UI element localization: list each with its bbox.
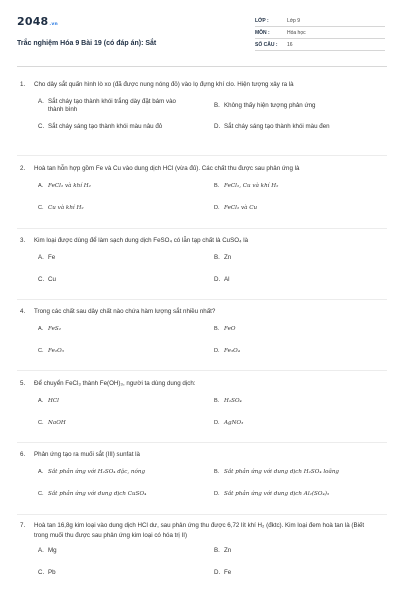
option-text: Không thấy hiện tượng phản ứng: [224, 101, 316, 109]
option-text: Sắt cháy tạo thành khói trắng dày đặt bám vào thành bình: [48, 97, 176, 113]
answer-options: [38, 397, 378, 431]
answer-option-c[interactable]: [38, 276, 198, 284]
answer-option-a[interactable]: [38, 468, 198, 476]
option-text: FeCl₂ và Cu: [224, 204, 258, 211]
meta-key: LỚP :: [255, 17, 269, 24]
question-number: 5.: [20, 380, 26, 387]
answer-option-c[interactable]: [38, 347, 198, 355]
option-text: Pb: [48, 569, 56, 576]
option-text: FeCl₂ và khí H₂: [48, 182, 91, 189]
option-text: Fe: [48, 253, 56, 261]
question-text: Để chuyển FeCl₃ thành Fe(OH)₃, người ta dùng dung dịch:: [34, 380, 196, 387]
question-number: 1.: [20, 81, 26, 88]
option-text: Al: [224, 275, 230, 283]
option-text: Sắt phản ứng với dung dịch Al₂(SO₄)₃: [224, 490, 330, 497]
question-stem: [20, 164, 378, 174]
meta-value: Lớp 9: [287, 17, 301, 24]
option-text: Cu: [48, 275, 56, 283]
answer-option-d[interactable]: [214, 204, 374, 212]
answer-option-a[interactable]: [38, 397, 198, 405]
question-divider: [17, 442, 387, 443]
option-letter: B.: [214, 253, 220, 261]
question-4: [20, 307, 378, 359]
meta-key: SỐ CÂU :: [255, 41, 278, 48]
question-text: Kim loại được dùng để làm sạch dung dịch FeSO₄ có lẫn tạp chất là CuSO₄ là: [34, 237, 249, 244]
option-text: NaOH: [48, 419, 66, 426]
answer-option-d[interactable]: [214, 347, 374, 355]
answer-option-a[interactable]: [38, 547, 198, 555]
question-text: Trong các chất sau dây chất nào chứa hàm lượng sắt nhiều nhất?: [34, 308, 216, 315]
meta-row-subject: [255, 27, 385, 39]
logo-suffix: .vn: [49, 22, 58, 27]
question-number: 6.: [20, 451, 26, 458]
option-text: Sắt phản ứng với dung dịch H₂SO₄ loãng: [224, 468, 340, 475]
option-letter: B.: [214, 182, 220, 189]
answer-options: [38, 325, 378, 359]
answer-option-a[interactable]: [38, 254, 198, 262]
option-text: Cu và khí H₂: [48, 204, 84, 211]
option-letter: D.: [214, 490, 220, 497]
question-number: 7.: [20, 522, 26, 529]
logo-text: 2048: [17, 15, 49, 28]
option-text: Fe: [224, 569, 232, 576]
option-letter: B.: [214, 101, 220, 109]
question-divider: [17, 514, 387, 515]
meta-row-count: [255, 39, 385, 51]
answer-options: [38, 468, 378, 502]
question-stem: [20, 80, 378, 90]
question-stem: [20, 379, 378, 389]
question-stem: [20, 236, 378, 246]
question-text: Hoà tan hỗn hợp gồm Fe và Cu vào dung dịch HCl (vừa đủ). Các chất thu được sau phản ứng là: [34, 165, 300, 172]
option-letter: D.: [214, 275, 221, 283]
question-number: 4.: [20, 308, 26, 315]
option-letter: C.: [38, 275, 45, 283]
question-divider: [17, 228, 387, 229]
answer-options: [38, 254, 378, 288]
question-text: Phản ứng tạo ra muối sắt (III) sunfat là: [34, 451, 140, 458]
meta-value: Hóa học: [287, 29, 306, 36]
option-text: Fe₂O₃: [48, 347, 64, 354]
answer-options: [38, 98, 378, 136]
answer-option-b[interactable]: [214, 254, 374, 262]
question-stem: [20, 521, 378, 540]
option-letter: D.: [214, 419, 220, 426]
answer-option-c[interactable]: [38, 490, 198, 498]
option-letter: A.: [38, 182, 44, 189]
option-text: FeO: [224, 325, 236, 332]
option-text: FeS₂: [48, 325, 61, 332]
option-letter: C.: [38, 490, 44, 497]
question-5: [20, 379, 378, 431]
answer-option-d[interactable]: [214, 569, 374, 577]
question-number: 2.: [20, 165, 26, 172]
meta-value: 16: [287, 41, 293, 48]
answer-option-b[interactable]: [214, 468, 384, 476]
option-letter: A.: [38, 468, 44, 475]
answer-option-d[interactable]: [214, 123, 374, 131]
question-number: 3.: [20, 237, 26, 244]
answer-option-c[interactable]: [38, 123, 198, 131]
option-letter: B.: [214, 547, 220, 554]
question-2: [20, 164, 378, 216]
option-text: AgNO₃: [224, 419, 244, 426]
option-letter: D.: [214, 122, 221, 130]
option-text: Sắt cháy sáng tạo thành khói màu nâu đỏ: [48, 122, 163, 130]
option-text: Sắt phản ứng với dung dịch CuSO₄: [48, 490, 147, 497]
option-letter: C.: [38, 569, 45, 576]
question-divider: [17, 299, 387, 300]
site-logo[interactable]: [17, 15, 58, 28]
option-text: Mg: [48, 547, 57, 554]
answer-option-b[interactable]: [214, 182, 374, 190]
answer-option-b[interactable]: [214, 547, 374, 555]
option-letter: D.: [214, 569, 221, 576]
meta-row-grade: [255, 15, 385, 27]
meta-table: [255, 15, 385, 51]
option-letter: C.: [38, 204, 44, 211]
option-text: H₂SO₄: [224, 397, 242, 404]
question-text: Cho dây sắt quấn hình lò xo (đã được nung nóng đỏ) vào lọ đựng khí clo. Hiện tượng xảy ra là: [34, 81, 294, 88]
question-1: [20, 80, 378, 136]
option-text: Zn: [224, 253, 232, 261]
option-text: HCl: [48, 397, 59, 404]
option-text: Sắt cháy sáng tạo thành khói màu đen: [224, 122, 330, 130]
option-letter: B.: [214, 397, 220, 404]
meta-key: MÔN :: [255, 29, 270, 36]
question-text: Hoà tan 16,8g kim loại vào dung dịch HCl dư, sau phản ứng thu được 6,72 lít khí H₂ (đktc). Kim loại đem hoà tan là (Biết trong muối thu được sau phản ứng kim loại có hóa trị II): [34, 522, 365, 539]
option-letter: B.: [214, 468, 220, 475]
question-stem: [20, 307, 378, 317]
option-text: Fe₃O₄: [224, 347, 240, 354]
option-letter: A.: [38, 97, 44, 105]
answer-option-b[interactable]: [214, 325, 374, 333]
answer-option-d[interactable]: [214, 490, 384, 498]
answer-option-b[interactable]: [214, 102, 374, 110]
option-letter: A.: [38, 397, 44, 404]
header-divider: [17, 66, 387, 67]
option-letter: D.: [214, 204, 220, 211]
question-7: [20, 521, 378, 581]
answer-options: [38, 182, 378, 216]
option-text: FeCl₂, Cu và khí H₂: [224, 182, 279, 189]
answer-option-c[interactable]: [38, 204, 198, 212]
option-letter: A.: [38, 325, 44, 332]
question-divider: [17, 155, 387, 156]
option-letter: C.: [38, 419, 44, 426]
answer-option-a[interactable]: [38, 182, 198, 190]
answer-option-c[interactable]: [38, 419, 198, 427]
page-header: [17, 12, 387, 58]
answer-option-d[interactable]: [214, 276, 374, 284]
option-text: Zn: [224, 547, 232, 554]
option-letter: B.: [214, 325, 220, 332]
question-stem: [20, 450, 378, 460]
option-letter: C.: [38, 122, 45, 130]
option-letter: A.: [38, 253, 44, 261]
answer-option-a[interactable]: [38, 98, 188, 114]
question-6: [20, 450, 378, 502]
option-letter: D.: [214, 347, 220, 354]
question-divider: [17, 370, 387, 371]
answer-option-d[interactable]: [214, 419, 374, 427]
option-letter: C.: [38, 347, 44, 354]
answer-options: [38, 547, 378, 581]
answer-option-c[interactable]: [38, 569, 198, 577]
answer-option-a[interactable]: [38, 325, 198, 333]
option-letter: A.: [38, 547, 44, 554]
question-3: [20, 236, 378, 288]
option-text: Sắt phản ứng với H₂SO₄ đặc, nóng: [48, 468, 146, 475]
answer-option-b[interactable]: [214, 397, 374, 405]
page-title: Trắc nghiệm Hóa 9 Bài 19 (có đáp án): Sắt: [17, 40, 157, 47]
